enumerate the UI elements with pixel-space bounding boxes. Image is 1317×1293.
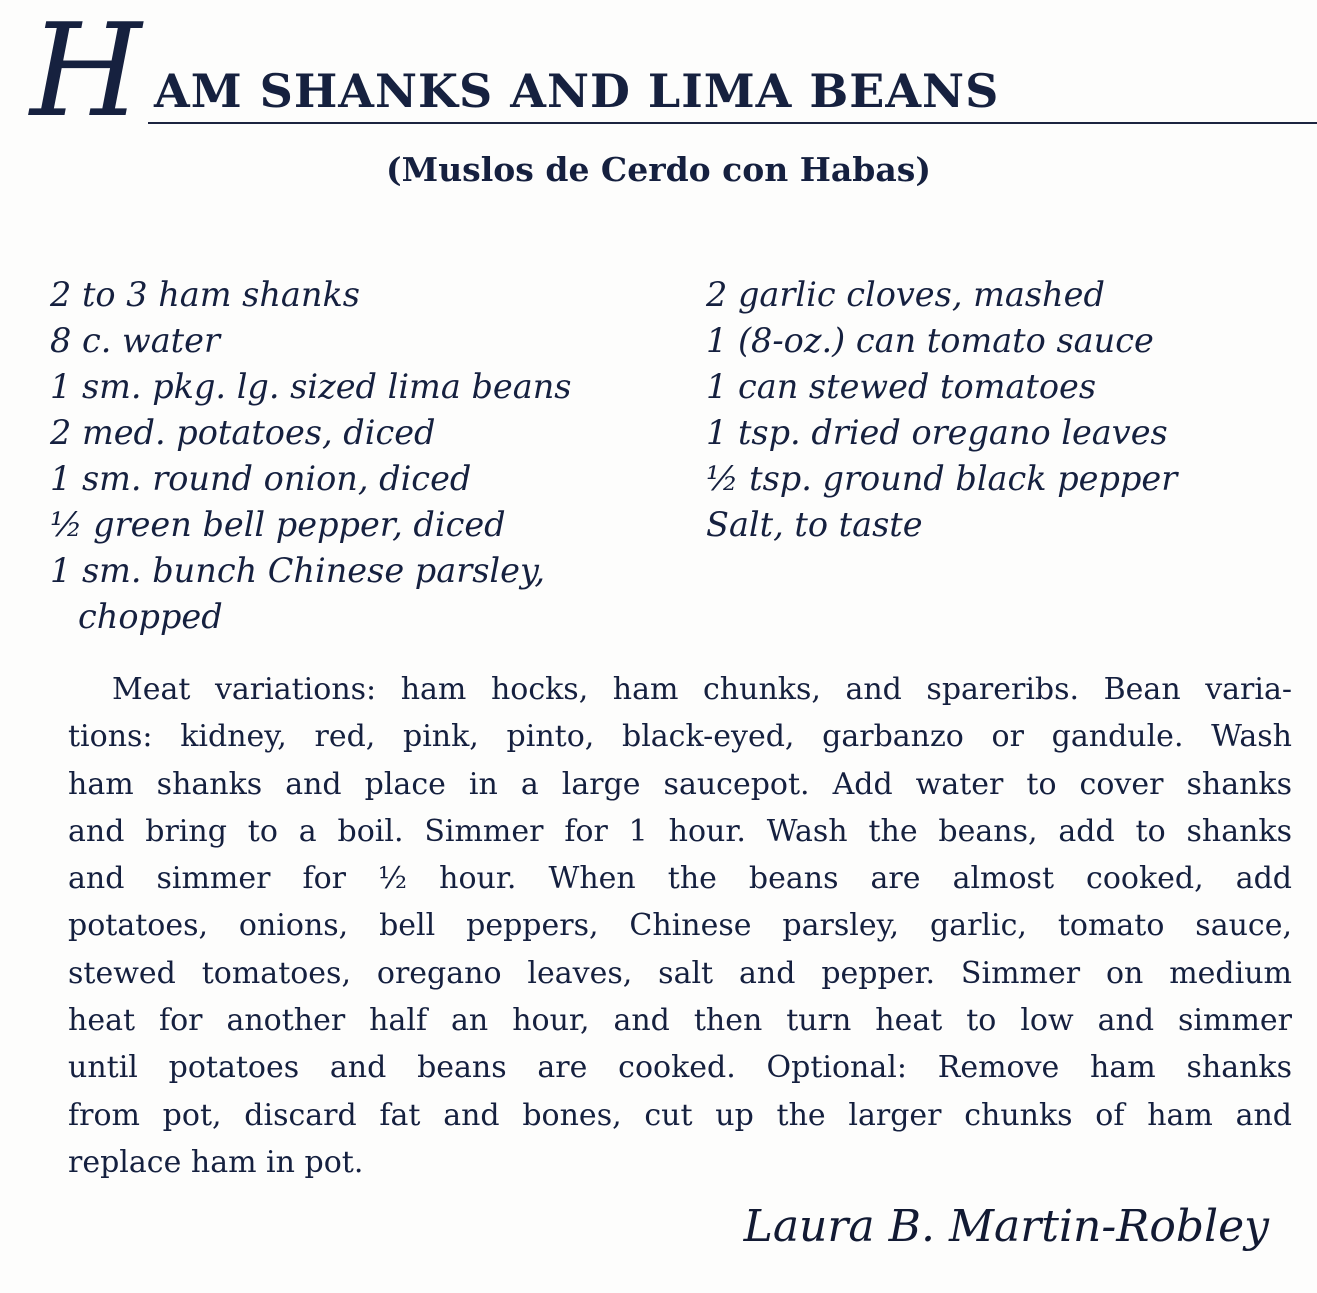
directions-line: until potatoes and beans are cooked. Optional: Remove ham shanks [68, 1050, 1292, 1086]
ingredient-item: 1 sm. bunch Chinese parsley, [50, 551, 546, 590]
ingredient-item: 1 (8-oz.) can tomato sauce [706, 321, 1154, 360]
directions-line: heat for another half an hour, and then turn heat to low and simmer [68, 1003, 1292, 1039]
ingredient-item: ½ tsp. ground black pepper [706, 459, 1178, 498]
ingredient-item: 1 can stewed tomatoes [706, 367, 1097, 406]
ingredients-right-column [706, 272, 1306, 548]
recipe-directions [68, 666, 1292, 1186]
ingredient-item: 1 sm. round onion, diced [50, 459, 472, 498]
ingredient-item: 2 garlic cloves, mashed [706, 275, 1105, 314]
title-drop-cap: H [30, 0, 142, 146]
directions-line: Meat variations: ham hocks, ham chunks, and spareribs. Bean varia- [112, 672, 1292, 707]
contributor-signature: Laura B. Martin-Robley [743, 1201, 1269, 1252]
ingredient-item: Salt, to taste [706, 505, 923, 544]
directions-line: and bring to a boil. Simmer for 1 hour. Wash the beans, add to shanks [68, 813, 1292, 849]
directions-line: tions: kidney, red, pink, pinto, black-eyed, garbanzo or gandule. Wash [68, 719, 1292, 755]
ingredient-item: 1 tsp. dried oregano leaves [706, 413, 1168, 452]
recipe-title [30, 0, 1317, 146]
ingredient-item: 2 med. potatoes, diced [50, 413, 436, 452]
ingredient-item-continuation: chopped [78, 597, 223, 636]
title-underline [148, 122, 1317, 124]
ingredient-item: 2 to 3 ham shanks [50, 275, 360, 314]
ingredient-item: 8 c. water [50, 321, 220, 360]
directions-line: ham shanks and place in a large saucepot. Add water to cover shanks [68, 766, 1292, 802]
directions-line: stewed tomatoes, oregano leaves, salt and pepper. Simmer on medium [68, 955, 1292, 991]
ingredient-item: ½ green bell pepper, diced [50, 505, 506, 544]
recipe-subtitle: (Muslos de Cerdo con Habas) [386, 150, 931, 189]
title-text: AM SHANKS AND LIMA BEANS [154, 64, 1000, 118]
directions-line: potatoes, onions, bell peppers, Chinese parsley, garlic, tomato sauce, [68, 908, 1292, 944]
ingredients-left-column [50, 272, 660, 640]
directions-line: replace ham in pot. [68, 1144, 364, 1180]
directions-line: and simmer for ½ hour. When the beans are almost cooked, add [68, 861, 1292, 897]
ingredient-item: 1 sm. pkg. lg. sized lima beans [50, 367, 572, 406]
directions-line: from pot, discard fat and bones, cut up the larger chunks of ham and [68, 1097, 1292, 1133]
